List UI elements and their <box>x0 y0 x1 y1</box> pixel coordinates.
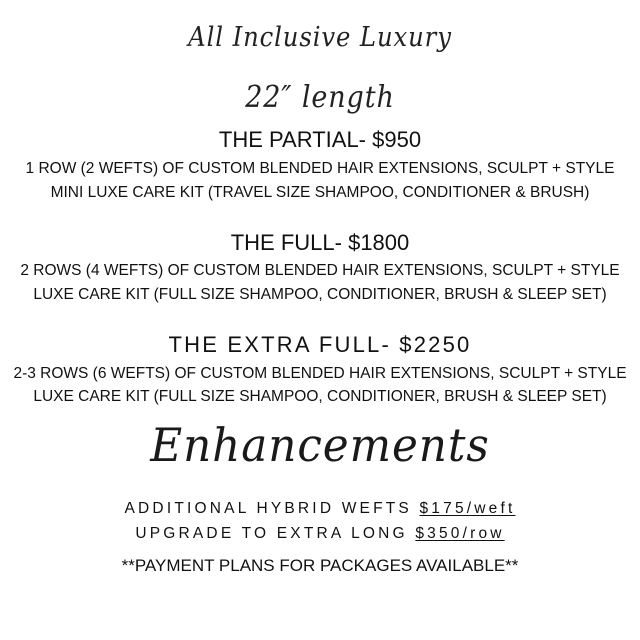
enhancement-item-extra-long <box>0 525 640 543</box>
script-heading-length: 22″ length <box>245 80 395 115</box>
enhancement-item-hybrid-wefts <box>0 500 640 518</box>
enhancement-price: $350/row <box>415 525 505 542</box>
package-title: THE PARTIAL- $950 <box>218 127 422 152</box>
enhancement-price: $175/weft <box>419 500 516 517</box>
script-heading-all-inclusive-luxury: All Inclusive Luxury <box>188 22 452 53</box>
package-detail-line: 1 ROW (2 WEFTS) OF CUSTOM BLENDED HAIR EXTENSIONS, SCULPT + STYLE <box>25 160 615 177</box>
package-detail-line: 2-3 ROWS (6 WEFTS) OF CUSTOM BLENDED HAIR EXTENSIONS, SCULPT + STYLE <box>13 365 627 382</box>
package-detail-line: LUXE CARE KIT (FULL SIZE SHAMPOO, CONDITIONER, BRUSH & SLEEP SET) <box>33 286 607 303</box>
enhancements-heading: Enhancements <box>150 418 490 472</box>
enhancement-label: UPGRADE TO EXTRA LONG <box>135 525 408 542</box>
package-title: THE FULL- $1800 <box>230 230 410 255</box>
package-detail-line: LUXE CARE KIT (FULL SIZE SHAMPOO, CONDITIONER, BRUSH & SLEEP SET) <box>33 388 607 405</box>
enhancement-label: ADDITIONAL HYBRID WEFTS <box>124 500 412 517</box>
package-detail-line: 2 ROWS (4 WEFTS) OF CUSTOM BLENDED HAIR EXTENSIONS, SCULPT + STYLE <box>20 262 620 279</box>
package-title: THE EXTRA FULL- $2250 <box>168 332 472 357</box>
payment-plans-note: **PAYMENT PLANS FOR PACKAGES AVAILABLE** <box>121 556 519 575</box>
package-detail-line: MINI LUXE CARE KIT (TRAVEL SIZE SHAMPOO, CONDITIONER & BRUSH) <box>50 184 590 201</box>
